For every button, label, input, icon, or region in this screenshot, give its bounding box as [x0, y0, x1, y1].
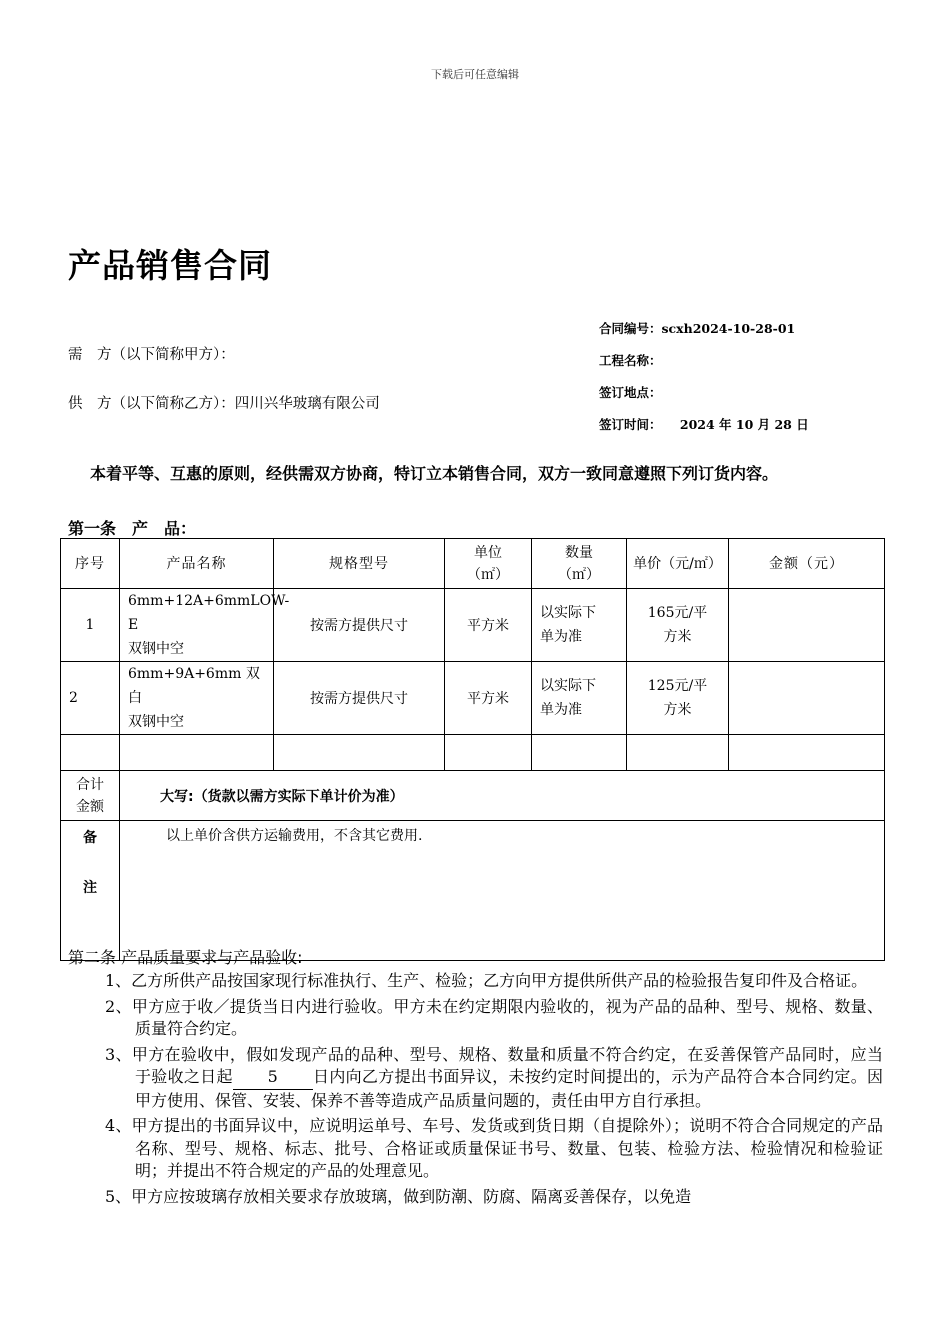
- empty-cell: [445, 735, 532, 771]
- row-amount: [729, 662, 885, 735]
- header-quantity: [532, 539, 627, 589]
- sign-time-value: 2024 年 10 月 28 日: [679, 417, 809, 432]
- note-label: [61, 821, 120, 961]
- header-unit: [445, 539, 532, 589]
- row-unit: 平方米: [445, 589, 532, 662]
- row-quantity: [532, 662, 627, 735]
- row-qty-line1: 以实际下: [540, 678, 596, 694]
- row-unit-price: [627, 589, 729, 662]
- document-title: 产品销售合同: [68, 246, 272, 285]
- empty-cell: [627, 735, 729, 771]
- clause-3-days: 5: [233, 1066, 313, 1090]
- contract-number: 合同编号：scxh2024-10-28-01: [599, 321, 796, 336]
- table-header-row: [61, 539, 885, 589]
- article-1-heading: 第一条 产 品：: [68, 519, 197, 538]
- empty-cell: [61, 735, 120, 771]
- clause-1: 1、乙方所供产品按国家现行标准执行、生产、检验；乙方向甲方提供所供产品的检验报告复印件及合格证。: [105, 971, 868, 990]
- row-name-line1: 6mm+9A+6mm 双白: [128, 666, 260, 706]
- row-spec: 按需方提供尺寸: [274, 589, 445, 662]
- header-qty-line1: 数量: [565, 544, 593, 561]
- empty-cell: [120, 735, 274, 771]
- row-product-name: [120, 662, 274, 735]
- empty-cell: [532, 735, 627, 771]
- row-product-name: [120, 589, 290, 662]
- product-table: [60, 538, 885, 961]
- row-qty-line1: 以实际下: [540, 605, 596, 621]
- note-row: [61, 821, 885, 961]
- row-spec: 按需方提供尺寸: [274, 662, 445, 735]
- header-spec: 规格型号: [274, 539, 445, 589]
- row-name-line2: 双钢中空: [128, 714, 184, 730]
- row-price-line2: 方米: [663, 702, 692, 718]
- row-price-line1: 165元/平: [647, 605, 708, 621]
- intro-paragraph: 本着平等、互惠的原则，经供需双方协商，特订立本销售合同，双方一致同意遵照下列订货内容。: [90, 464, 779, 483]
- note-label-line1: 备: [83, 830, 97, 846]
- buyer-party: 需 方（以下简称甲方）：: [68, 347, 235, 363]
- header-amount: 金额（元）: [729, 539, 885, 589]
- note-label-line2: 注: [83, 880, 97, 896]
- seller-party: 供 方（以下简称乙方）：四川兴华玻璃有限公司: [68, 396, 380, 412]
- row-unit: 平方米: [445, 662, 532, 735]
- total-label-line1: 合计: [76, 776, 104, 793]
- total-amount-text: 大写:（货款以需方实际下单计价为准）: [120, 771, 885, 821]
- row-name-line2: 双钢中空: [128, 641, 184, 657]
- row-price-line2: 方米: [663, 629, 692, 645]
- project-name: 工程名称：: [599, 353, 662, 368]
- header-product-name: 产品名称: [120, 539, 274, 589]
- row-unit-price: [627, 662, 729, 735]
- header-unit-price: 单价（元/㎡）: [627, 539, 729, 589]
- header-no: 序号: [61, 539, 120, 589]
- total-label-line2: 金额: [76, 798, 104, 815]
- sign-place: 签订地点：: [599, 385, 662, 400]
- article-2-heading: 第二条 产品质量要求与产品验收:: [68, 948, 303, 967]
- empty-cell: [729, 735, 885, 771]
- row-amount: [729, 589, 885, 662]
- row-name-line1: 6mm+12A+6mmLOW-E: [128, 593, 290, 633]
- row-price-line1: 125元/平: [647, 678, 708, 694]
- row-qty-line2: 单为准: [540, 629, 582, 645]
- sign-time-label: 签订时间：: [599, 417, 662, 432]
- table-row: [61, 662, 885, 735]
- row-qty-line2: 单为准: [540, 702, 582, 718]
- header-note: 下载后可任意编辑: [431, 68, 519, 81]
- clause-4: 4、甲方提出的书面异议中，应说明运单号、车号、发货或到货日期（自提除外）；说明不符合合同规定的产品名称、型号、规格、标志、批号、合格证或质量保证书号、数量、包装、检验方法、检验情况和检验证明；并提出不符合规定的产品的处理意见。: [105, 1116, 883, 1180]
- clause-3-part2: 日内向乙方提出书面异议，未按约定时间提出的，示为产品符合本合同约定。因甲方使用、保管、安装、保养不善等造成产品质量问题的，责任由甲方自行承担。: [135, 1067, 883, 1110]
- note-text: 以上单价含供方运输费用，不含其它费用.: [120, 821, 885, 961]
- clause-5: 5、甲方应按玻璃存放相关要求存放玻璃，做到防潮、防腐、隔离妥善保存，以免造: [105, 1186, 692, 1206]
- empty-cell: [274, 735, 445, 771]
- row-no: 1: [61, 589, 120, 662]
- clause-3-part1: 3、甲方在验收中，假如发现产品的品种、型号、规格、数量和质量不符合约定，在妥善保管产品同时，应当于验收之日起: [105, 1044, 883, 1086]
- sign-time: [599, 415, 809, 433]
- row-quantity: [532, 589, 627, 662]
- row-no: 2: [61, 662, 120, 735]
- clause-2: 2、甲方应于收／提货当日内进行验收。甲方未在约定期限内验收的，视为产品的品种、型号、规格、数量、质量符合约定。: [105, 996, 883, 1038]
- header-qty-line2: （㎡）: [558, 566, 600, 583]
- header-unit-line1: 单位: [474, 544, 502, 561]
- table-row-empty: [61, 735, 885, 771]
- table-row: [61, 589, 885, 662]
- clause-list: [105, 970, 883, 1211]
- clause-3: [105, 1044, 883, 1113]
- header-unit-line2: （㎡）: [467, 566, 509, 583]
- total-label: [61, 771, 120, 821]
- total-row: [61, 771, 885, 821]
